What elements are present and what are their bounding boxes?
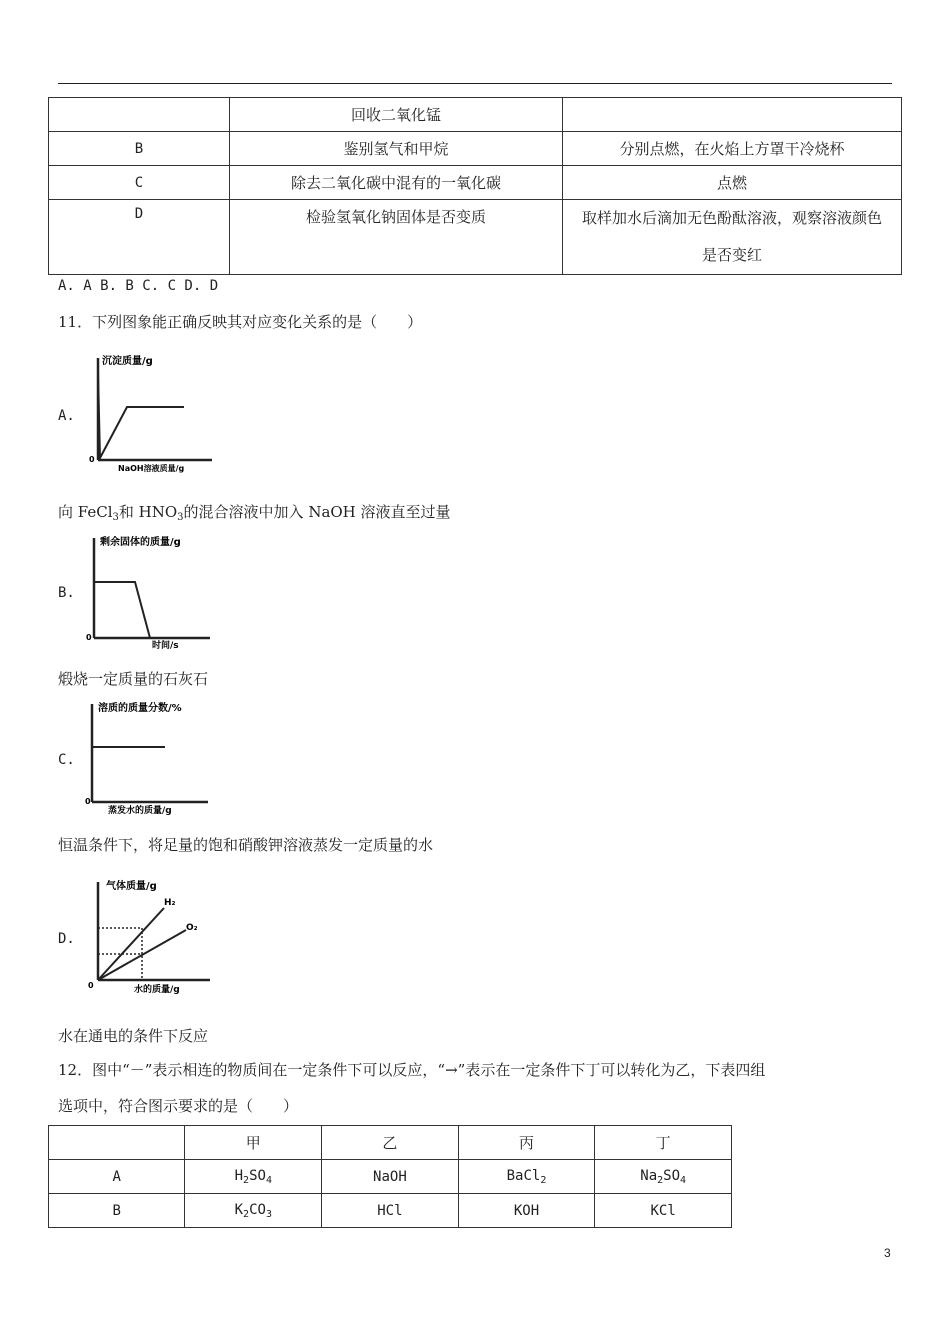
option-c-label: C. <box>58 752 75 768</box>
option-a-label: A. <box>58 408 75 424</box>
page-number: 3 <box>884 1246 891 1260</box>
table-row: 回收二氧化锰 <box>49 98 902 132</box>
origin: 0 <box>89 455 95 464</box>
graph-d <box>80 872 220 1000</box>
q12-stem-line2: 选项中，符合图示要求的是（ ） <box>58 1097 299 1115</box>
experiment-table <box>48 97 902 275</box>
y-label: 剩余固体的质量/g <box>100 537 181 548</box>
curve <box>94 582 150 638</box>
curve <box>98 372 184 458</box>
option-d-label: D. <box>58 931 75 947</box>
h2-line <box>98 908 164 980</box>
x-label: 时间/s <box>152 641 179 651</box>
table-row: D 检验氢氧化钠固体是否变质 取样加水后滴加无色酚酞溶液，观察溶液颜色是否变红 <box>49 200 902 275</box>
y-label: 溶质的质量分数/% <box>98 703 182 714</box>
header-rule <box>58 83 892 84</box>
options-table <box>48 1125 732 1228</box>
origin: 0 <box>86 633 92 642</box>
y-label: 沉淀质量/g <box>102 356 153 367</box>
table-header-row: 甲 乙 丙 丁 <box>49 1126 732 1160</box>
option-d-caption: 水在通电的条件下反应 <box>58 1027 209 1045</box>
origin: 0 <box>88 981 94 990</box>
h2-label: H₂ <box>164 898 176 908</box>
x-label: 蒸发水的质量/g <box>108 806 172 816</box>
option-b-label: B. <box>58 585 75 601</box>
q11-stem: 11．下列图象能正确反映其对应变化关系的是（ ） <box>58 313 423 331</box>
option-c-caption: 恒温条件下，将足量的饱和硝酸钾溶液蒸发一定质量的水 <box>58 836 434 854</box>
graph-b <box>80 532 220 656</box>
option-a-caption: 向 FeCl$_3$和 $HNO_3$的混合溶液中加入 NaOH 溶液直至过量 <box>58 503 451 523</box>
graph-c <box>80 698 220 822</box>
q12-stem-line1: 12．图中“－”表示相连的物质间在一定条件下可以反应，“→”表示在一定条件下丁可以转化为乙，下表四组 <box>58 1061 766 1079</box>
y-label: 气体质量/g <box>106 881 157 892</box>
table-row: B $K_2CO_3$ HCl KOH KCl <box>49 1194 732 1228</box>
origin: 0 <box>85 797 91 806</box>
table-row: A $H_2SO_4$ NaOH BaCl$_2$ $Na_2SO_4$ <box>49 1160 732 1194</box>
table-row: C 除去二氧化碳中混有的一氧化碳 点燃 <box>49 166 902 200</box>
x-label: 水的质量/g <box>134 985 180 995</box>
graph-a <box>80 350 220 478</box>
x-label: NaOH溶液质量/g <box>118 464 185 473</box>
q10-options: A. A B. B C. C D. D <box>58 278 219 294</box>
table-row: B 鉴别氢气和甲烷 分别点燃，在火焰上方罩干冷烧杯 <box>49 132 902 166</box>
option-b-caption: 煅烧一定质量的石灰石 <box>58 670 209 688</box>
o2-label: O₂ <box>186 923 198 933</box>
